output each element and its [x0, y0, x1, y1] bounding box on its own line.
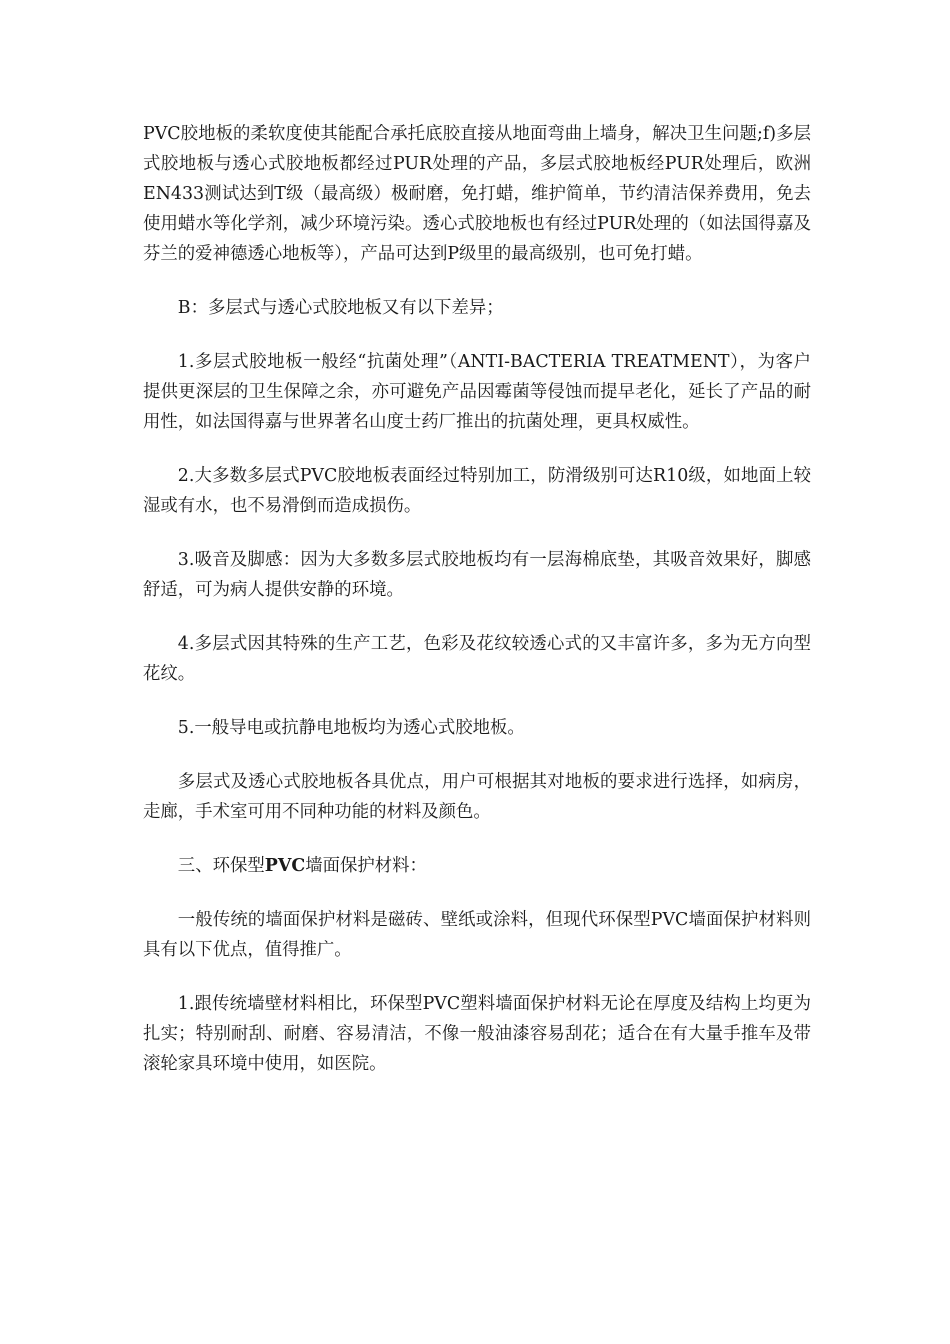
paragraph-antibacteria: 1.多层式胶地板一般经“抗菌处理”（ANTI-BACTERIA TREATMENT），为客户提供更深层的卫生保障之余，亦可避免产品因霉菌等侵蚀而提早老化，延长了产品的耐用性，如法国得嘉与世界著名山度士药厂推出的抗菌处理，更具权威性。: [143, 352, 811, 432]
section-heading-wall-protection: [143, 851, 811, 881]
paragraph-spacer: [143, 881, 811, 905]
paragraph-selection-advice: 多层式及透心式胶地板各具优点，用户可根据其对地板的要求进行选择，如病房，走廊，手术室可用不同种功能的材料及颜色。: [143, 772, 811, 822]
paragraph-spacer: [143, 743, 811, 767]
paragraph-differences-heading: B：多层式与透心式胶地板又有以下差异；: [177, 298, 504, 318]
document-body: [143, 119, 811, 1079]
paragraph-conductive: 5.一般导电或抗静电地板均为透心式胶地板。: [177, 718, 525, 738]
paragraph-spacer: [143, 269, 811, 293]
section-heading-bold: PVC: [264, 856, 306, 876]
paragraph-spacer: [143, 689, 811, 713]
paragraph-wall-intro: 一般传统的墙面保护材料是磁砖、壁纸或涂料，但现代环保型PVC墙面保护材料则具有以下优点，值得推广。: [143, 910, 811, 960]
section-heading-prefix: 三、环保型: [177, 856, 265, 876]
section-heading-suffix: 墙面保护材料：: [305, 856, 427, 876]
paragraph-acoustic: 3.吸音及脚感：因为大多数多层式胶地板均有一层海棉底垫，其吸音效果好，脚感舒适，可为病人提供安静的环境。: [143, 550, 811, 600]
paragraph-spacer: [143, 827, 811, 851]
paragraph-spacer: [143, 323, 811, 347]
paragraph-pur-treatment: PVC胶地板的柔软度使其能配合承托底胶直接从地面弯曲上墙身，解决卫生问题;f)多层式胶地板与透心式胶地板都经过PUR处理的产品，多层式胶地板经PUR处理后，欧洲EN433测试达到T级（最高级）极耐磨，免打蜡，维护简单，节约清洁保养费用，免去使用蜡水等化学剂，减少环境污染。透心式胶地板也有经过PUR处理的（如法国得嘉及芬兰的爱神德透心地板等），产品可达到P级里的最高级别，也可免打蜡。: [143, 124, 811, 264]
paragraph-wall-advantage-1: 1.跟传统墙壁材料相比，环保型PVC塑料墙面保护材料无论在厚度及结构上均更为扎实；特别耐刮、耐磨、容易清洁，不像一般油漆容易刮花；适合在有大量手推车及带滚轮家具环境中使用，如医院。: [143, 994, 811, 1074]
paragraph-spacer: [143, 605, 811, 629]
paragraph-antislip: 2.大多数多层式PVC胶地板表面经过特别加工，防滑级别可达R10级，如地面上较湿或有水，也不易滑倒而造成损伤。: [143, 466, 811, 516]
paragraph-spacer: [143, 437, 811, 461]
paragraph-colors-patterns: 4.多层式因其特殊的生产工艺，色彩及花纹较透心式的又丰富许多，多为无方向型花纹。: [143, 634, 811, 684]
paragraph-spacer: [143, 965, 811, 989]
paragraph-spacer: [143, 521, 811, 545]
